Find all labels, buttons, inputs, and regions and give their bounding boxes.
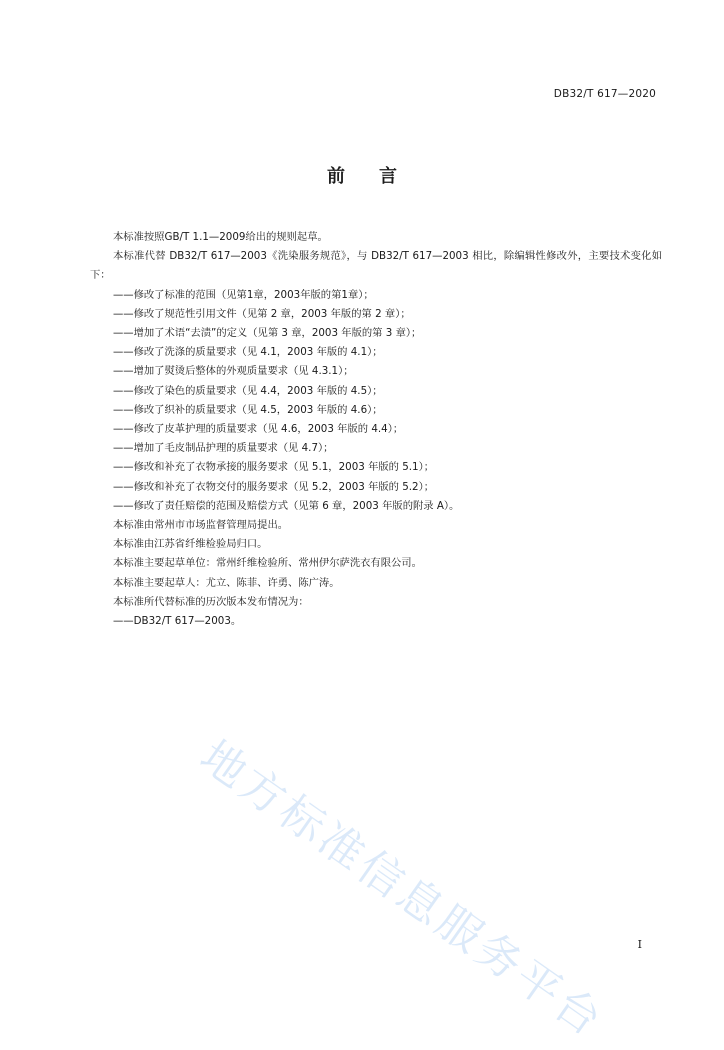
paragraph-drafting-rule: 本标准按照GB/T 1.1—2009给出的规则起草。: [113, 231, 328, 243]
change-item: ——增加了毛皮制品护理的质量要求（见 4.7）；: [113, 442, 334, 455]
change-item: ——修改了皮革护理的质量要求（见 4.6，2003 年版的 4.4）；: [113, 423, 404, 436]
change-list: [90, 286, 662, 516]
paragraph-centralized-unit: 本标准由江苏省纤维检验局归口。: [113, 538, 268, 551]
change-item: ——修改了标准的范围（见第1章，2003年版的第1章）；: [113, 288, 374, 301]
change-item: ——修改了织补的质量要求（见 4.5，2003 年版的 4.6）；: [113, 403, 383, 416]
change-item: ——修改和补充了衣物承接的服务要求（见 5.1，2003 年版的 5.1）；: [113, 461, 435, 474]
doc-code: DB32/T 617—2020: [553, 88, 656, 100]
page-title: 前言: [327, 166, 431, 187]
paragraph-drafting-units: 本标准主要起草单位：常州纤维检验所、常州伊尔萨洗衣有限公司。: [113, 557, 422, 570]
paragraph-replacement: 本标准代替 DB32/T 617—2003《洗染服务规范》，与 DB32/T 617—2003 相比，除编辑性修改外，主要技术变化如下：: [90, 250, 662, 282]
change-item: ——增加了术语“去渍”的定义（见第 3 章，2003 年版的第 3 章）；: [113, 327, 422, 340]
change-item: ——修改了洗涤的质量要求（见 4.1，2003 年版的 4.1）；: [113, 346, 383, 359]
paragraph-drafters: 本标准主要起草人：尤立、陈菲、许勇、陈广涛。: [113, 576, 340, 589]
paragraph-proposer: 本标准由常州市市场监督管理局提出。: [113, 519, 289, 532]
change-item: ——修改了责任赔偿的范围及赔偿方式（见第 6 章，2003 年版的附录 A）。: [113, 499, 460, 512]
paragraph-history-intro: 本标准所代替标准的历次版本发布情况为：: [113, 595, 309, 608]
change-item: ——增加了熨烫后整体的外观质量要求（见 4.3.1）；: [113, 365, 354, 378]
watermark: 地方标准信息服务平台: [190, 730, 614, 1048]
change-item: ——修改和补充了衣物交付的服务要求（见 5.2，2003 年版的 5.2）；: [113, 480, 435, 493]
change-item: ——修改了规范性引用文件（见第 2 章，2003 年版的第 2 章）；: [113, 307, 411, 320]
history-item: ——DB32/T 617—2003。: [113, 615, 242, 628]
document-body: [90, 228, 662, 631]
change-item: ——修改了染色的质量要求（见 4.4，2003 年版的 4.5）；: [113, 384, 383, 397]
page-number: I: [637, 938, 642, 951]
